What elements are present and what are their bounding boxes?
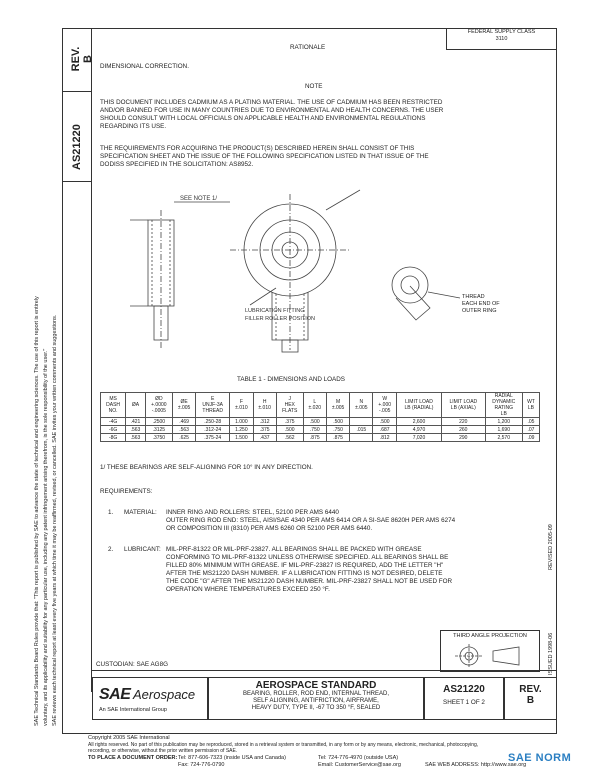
- table-cell: .500: [373, 418, 396, 426]
- note-heading: NOTE: [305, 83, 323, 90]
- rev-value: B: [82, 55, 94, 63]
- table-cell: 4,970: [396, 426, 441, 434]
- table-cell: -6G: [101, 426, 126, 434]
- web-address[interactable]: SAE WEB ADDRESS: http://www.sae.org: [425, 762, 527, 768]
- table-cell: .437: [253, 434, 276, 442]
- drawing-label-lube-fitting: LUBRICATION FITTING: [245, 308, 305, 314]
- col-header: WT LB: [522, 393, 539, 418]
- table-cell: .875: [326, 434, 349, 442]
- col-header: LIMIT LOAD LB (AXIAL): [442, 393, 486, 418]
- table-cell: [350, 418, 373, 426]
- issued-date: ISSUED 1998-06: [548, 632, 554, 675]
- col-header: N ±.005: [350, 393, 373, 418]
- note-self-aligning: 1/ THESE BEARINGS ARE SELF-ALIGNING FOR 10° IN ANY DIRECTION.: [100, 464, 313, 471]
- col-header: F ±.010: [230, 393, 253, 418]
- table-cell: .625: [172, 434, 195, 442]
- standard-title: AEROSPACE STANDARD: [255, 680, 377, 691]
- table-cell: .750: [303, 426, 326, 434]
- table-row: [101, 434, 540, 442]
- table-cell: .312: [253, 418, 276, 426]
- item2-number: 2.: [108, 546, 114, 553]
- table-cell: 1,200: [485, 418, 522, 426]
- logo-aerospace: Aerospace: [133, 687, 196, 702]
- col-header: E UNJF-3A THREAD: [196, 393, 230, 418]
- federal-note: FEDERAL SUPPLY CLASS: [467, 29, 536, 35]
- requirements-heading: REQUIREMENTS:: [100, 488, 153, 495]
- table-cell: 7,020: [396, 434, 441, 442]
- col-header: ØA: [126, 393, 146, 418]
- fsc-value: 3110: [495, 36, 508, 42]
- rev-box: [62, 28, 92, 92]
- fax: Fax: 724-776-0790: [178, 762, 225, 768]
- email[interactable]: Email: CustomerService@sae.org: [318, 762, 401, 768]
- table-cell: 2,600: [396, 418, 441, 426]
- table-cell: .500: [276, 426, 303, 434]
- legal-line-2: voluntary, and its applicability and suitability for any particular use, including any patent infringement arising therefrom, is the sole responsibility of the user.": [43, 348, 49, 726]
- col-header: LIMIT LOAD LB (RADIAL): [396, 393, 441, 418]
- table-cell: .875: [303, 434, 326, 442]
- drawing-label-see-note: SEE NOTE 1/: [180, 196, 218, 202]
- table-cell: 290: [442, 434, 486, 442]
- doc-number-box: [62, 92, 92, 182]
- watermark-logo: SAE NORM: [508, 752, 572, 764]
- table-cell: .3750: [145, 434, 172, 442]
- col-header: ØD +.0000 -.0005: [145, 393, 172, 418]
- table-cell: .015: [350, 426, 373, 434]
- table-cell: 1.000: [230, 418, 253, 426]
- rev-label-bottom: REV.: [519, 684, 542, 695]
- table-cell: 1.250: [230, 426, 253, 434]
- table-cell: -4G: [101, 418, 126, 426]
- rod-end-drawing: [100, 180, 540, 370]
- table-cell: .375: [276, 418, 303, 426]
- logo-sae: SAE: [99, 686, 131, 703]
- item1-label: MATERIAL:: [124, 509, 157, 516]
- col-header: MS DASH NO.: [101, 393, 126, 418]
- table-cell: .563: [126, 434, 146, 442]
- table-cell: .812: [373, 434, 396, 442]
- table-cell: .563: [172, 426, 195, 434]
- drawing-label-thread: THREAD EACH END OF OUTER RING: [462, 294, 500, 314]
- table-cell: .687: [373, 426, 396, 434]
- dimensions-table: [100, 392, 540, 442]
- table-cell: .05: [522, 418, 539, 426]
- col-header: J HEX FLATS: [276, 393, 303, 418]
- table-header-row: [101, 393, 540, 418]
- table-cell: .2500: [145, 418, 172, 426]
- item2-label: LUBRICANT:: [124, 546, 161, 553]
- table-row: [101, 418, 540, 426]
- table-cell: .421: [126, 418, 146, 426]
- tel-outside: Tel: 724-776-4970 (outside USA): [318, 755, 399, 761]
- table-cell: .3125: [145, 426, 172, 434]
- col-header: W +.000 -.005: [373, 393, 396, 418]
- order-label: TO PLACE A DOCUMENT ORDER:: [88, 755, 178, 761]
- table-cell: .500: [326, 418, 349, 426]
- table-cell: .250-28: [196, 418, 230, 426]
- doc-number-box-bottom: [424, 677, 504, 720]
- table-cell: [350, 434, 373, 442]
- table-cell: 260: [442, 426, 486, 434]
- projection-symbol-icon: [441, 640, 539, 670]
- col-header: L ±.020: [303, 393, 326, 418]
- sheet-number: SHEET 1 OF 2: [443, 699, 485, 706]
- legal-line-1: SAE Technical Standards Board Rules provide that: "This report is published by SAE to advance the state of technical and engineering sciences. The use of this report is entirely: [34, 296, 40, 726]
- rights-notice: All rights reserved. No part of this publication may be reproduced, stored in a retrieval system or transmitted, in any form or by any means, electronic, mechanical, photocopying, recording, or otherwise, without the prior written permission of SAE.: [88, 742, 479, 754]
- table-cell: .312-24: [196, 426, 230, 434]
- title-block-divider: [92, 670, 557, 671]
- standard-title-box: [208, 677, 424, 720]
- table-cell: 1,690: [485, 426, 522, 434]
- table-cell: .469: [172, 418, 195, 426]
- table-cell: .500: [303, 418, 326, 426]
- doc-number-bottom: AS21220: [443, 684, 485, 695]
- cadmium-note: THIS DOCUMENT INCLUDES CADMIUM AS A PLATING MATERIAL. THE USE OF CADMIUM HAS BEEN RESTRICTED AND/OR BANNED FOR USE IN MANY COUNTRIES DUE TO ENVIRONMENTAL AND HEALTH CONCERNS. THE USER SHOULD CONSULT WITH LOCAL OFFICIALS ON APPLICABLE HEALTH AND ENVIRONMENTAL REGULATIONS REGARDING ITS USE.: [100, 99, 444, 130]
- federal-supply-class-box: [446, 28, 557, 50]
- projection-label: THIRD ANGLE PROJECTION: [453, 633, 527, 639]
- item1-number: 1.: [108, 509, 114, 516]
- copyright: Copyright 2005 SAE International: [88, 735, 170, 741]
- col-header: M ±.005: [326, 393, 349, 418]
- item1-text: INNER RING AND ROLLERS: STEEL, 52100 PER AMS 6440 OUTER RING ROD END: STEEL, AISI/SAE 4340 PER AMS 6414 OR A SI-SAE 8620H PER AMS 6274 OR COMPOSITION III (8310) PER AMS 6260 OR 52100 PER AMS 6440.: [166, 509, 456, 532]
- table-row: [101, 426, 540, 434]
- projection-box: [440, 630, 540, 672]
- standard-description: BEARING, ROLLER, ROD END, INTERNAL THREAD, SELF ALIGNING, ANTIFRICTION, AIRFRAME, HEAVY DUTY, TYPE II, -67 TO 350 °F, SEALED: [242, 691, 390, 711]
- rev-label: REV.: [70, 46, 82, 72]
- tel-usa: Tel: 877-606-7323 (inside USA and Canada): [178, 755, 286, 761]
- table-cell: .09: [522, 434, 539, 442]
- rev-box-bottom: [504, 677, 557, 720]
- logo-subtitle: An SAE International Group: [99, 707, 167, 713]
- col-header: H ±.010: [253, 393, 276, 418]
- sae-logo-box: [92, 677, 208, 720]
- custodian: CUSTODIAN: SAE AG8G: [96, 661, 168, 668]
- drawing-label-filler: FILLER ROLLER POSITION: [245, 316, 315, 322]
- table-cell: .562: [276, 434, 303, 442]
- revised-date: REVISED 2005-09: [548, 524, 554, 570]
- rationale-heading: RATIONALE: [290, 44, 326, 51]
- table-cell: .375-24: [196, 434, 230, 442]
- table-cell: .07: [522, 426, 539, 434]
- legal-line-3: SAE reviews each technical report at least every five years at which time it may be reaffirmed, revised, or cancelled. SAE invites your written comments and suggestions.: [52, 314, 58, 726]
- rationale-text: DIMENSIONAL CORRECTION.: [100, 63, 189, 70]
- table-cell: .563: [126, 426, 146, 434]
- table-cell: -8G: [101, 434, 126, 442]
- table-cell: 220: [442, 418, 486, 426]
- table-cell: .375: [253, 426, 276, 434]
- table-body: [101, 418, 540, 442]
- table-cell: .750: [326, 426, 349, 434]
- table-cell: 2,570: [485, 434, 522, 442]
- doc-number-vertical: AS21220: [71, 124, 83, 170]
- table-cell: 1.500: [230, 434, 253, 442]
- table-title: TABLE 1 - DIMENSIONS AND LOADS: [237, 376, 346, 383]
- item2-text: MIL-PRF-81322 OR MIL-PRF-23827. ALL BEARINGS SHALL BE PACKED WITH GREASE CONFORMING TO MIL-PRF-81322 UNLESS OTHERWISE SPECIFIED. ALL BEARINGS SHALL BE FILLED 80% MINIMUM WITH GREASE. IF MIL-PRF-23827 IS REQUIRED, ADD THE LETTER "H" AFTER THE MS21220 DASH NUMBER. IF A LUBRICATION FITTING IS NOT DESIRED, DELETE THE CODE "G" AFTER THE MS21220 DASH NUMBER. MIL-PRF-23827 SHALL NOT BE USED FOR OPERATION WHERE TEMPERATURES EXCEED 250 °F.: [166, 546, 453, 593]
- col-header: ØE ±.005: [172, 393, 195, 418]
- col-header: RADIAL DYNAMIC RATING LB: [485, 393, 522, 418]
- rev-value-bottom: B: [526, 695, 535, 706]
- acquisition-requirements: THE REQUIREMENTS FOR ACQUIRING THE PRODUCT(S) DESCRIBED HEREIN SHALL CONSIST OF THIS SPECIFICATION SHEET AND THE ISSUE OF THE FOLLOWING SPECIFICATION LISTED IN THAT ISSUE OF THE DODISS SPECIFIED IN THE SOLICITATION: AS8952.: [100, 145, 429, 168]
